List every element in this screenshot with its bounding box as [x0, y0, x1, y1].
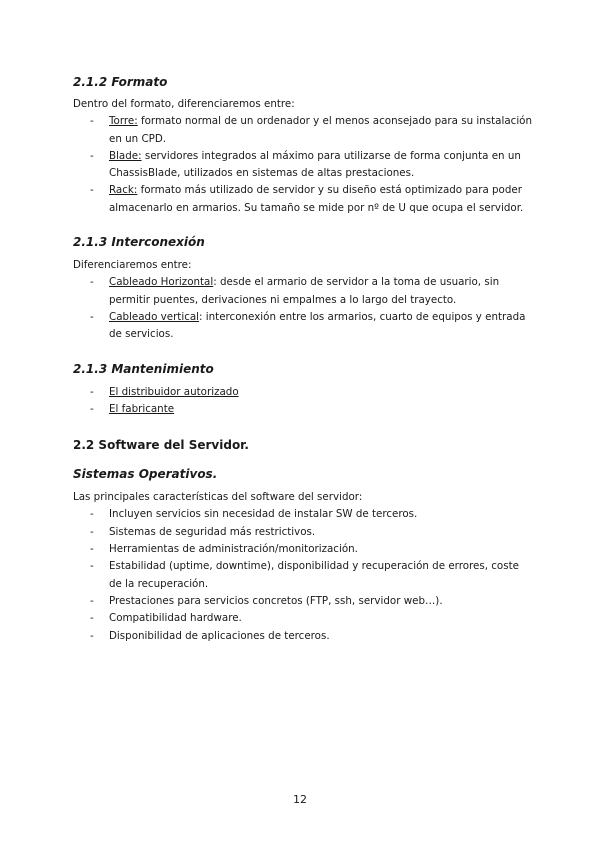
list-item	[73, 148, 533, 183]
list-marker: -	[90, 629, 94, 642]
list-marker: -	[90, 115, 94, 128]
item-text: Herramientas de administración/monitorización.	[109, 543, 358, 556]
item-text: formato normal de un ordenador y el menos aconsejado para su instalación en un CPD.	[109, 115, 533, 145]
item-text: servidores integrados al máximo para utilizarse de forma conjunta en un ChassisBlade, utilizados en sistemas de altas prestaciones.	[109, 149, 521, 180]
formato-list	[73, 113, 533, 217]
list-marker: -	[90, 149, 94, 162]
heading-interconexion: 2.1.3 Interconexión	[73, 235, 205, 250]
item-text: : desde el armario de servidor a la toma de usuario, sin permitir puentes, derivaciones ni empalmes a lo largo del trayecto.	[109, 276, 500, 306]
page-number: 12	[293, 793, 307, 806]
list-item	[73, 182, 533, 217]
item-fabricante: El fabricante	[109, 402, 175, 415]
item-text: Sistemas de seguridad más restrictivos.	[109, 525, 316, 538]
term-torre: Torre:	[109, 115, 138, 128]
formato-intro: Dentro del formato, diferenciaremos entre:	[73, 98, 295, 110]
list-item	[73, 524, 533, 541]
item-text: Disponibilidad de aplicaciones de terceros.	[109, 629, 330, 642]
item-distribuidor: El distribuidor autorizado	[109, 385, 239, 398]
heading-formato: 2.1.2 Formato	[73, 75, 168, 89]
list-marker: -	[90, 612, 94, 625]
term-rack: Rack:	[109, 184, 138, 197]
document-page	[73, 74, 533, 645]
term-blade: Blade:	[109, 149, 142, 162]
item-text: Compatibilidad hardware.	[109, 612, 242, 625]
sistemas-operativos-list	[73, 506, 533, 644]
term-cableado-vertical: Cableado vertical	[109, 310, 200, 323]
list-marker: -	[90, 184, 94, 197]
list-marker: -	[90, 560, 94, 573]
item-text: Incluyen servicios sin necesidad de instalar SW de terceros.	[109, 508, 418, 521]
list-item	[73, 113, 533, 148]
list-marker: -	[90, 385, 94, 398]
interconexion-intro: Diferenciaremos entre:	[73, 259, 192, 272]
item-text: formato más utilizado de servidor y su diseño está optimizado para poder almacenarlo en armarios. Su tamaño se mide por nº de U que ocupa el servidor.	[109, 184, 524, 214]
list-marker: -	[90, 276, 94, 289]
item-text: : interconexión entre los armarios, cuarto de equipos y entrada de servicios.	[109, 310, 526, 341]
heading-sistemas-operativos: Sistemas Operativos.	[73, 467, 218, 482]
heading-software-servidor: 2.2 Software del Servidor.	[73, 438, 249, 453]
list-marker: -	[90, 543, 94, 556]
list-marker: -	[90, 508, 94, 521]
list-item	[73, 401, 533, 418]
list-item	[73, 558, 533, 593]
list-item	[73, 274, 533, 309]
sistemas-operativos-intro: Las principales características del software del servidor:	[73, 491, 363, 504]
list-marker: -	[90, 402, 94, 415]
interconexion-list	[73, 274, 533, 343]
list-item	[73, 541, 533, 558]
term-cableado-horizontal: Cableado Horizontal	[109, 276, 214, 289]
list-item	[73, 506, 533, 523]
mantenimiento-list	[73, 384, 533, 419]
heading-mantenimiento: 2.1.3 Mantenimiento	[73, 361, 214, 376]
list-item	[73, 593, 533, 610]
list-marker: -	[90, 594, 94, 607]
item-text: Prestaciones para servicios concretos (FTP, ssh, servidor web…).	[109, 594, 443, 607]
list-marker: -	[90, 525, 94, 538]
list-item	[73, 628, 533, 645]
list-item	[73, 309, 533, 344]
item-text: Estabilidad (uptime, downtime), disponibilidad y recuperación de errores, coste de la recuperación.	[109, 560, 519, 590]
list-marker: -	[90, 310, 94, 323]
list-item	[73, 384, 533, 401]
list-item	[73, 610, 533, 627]
